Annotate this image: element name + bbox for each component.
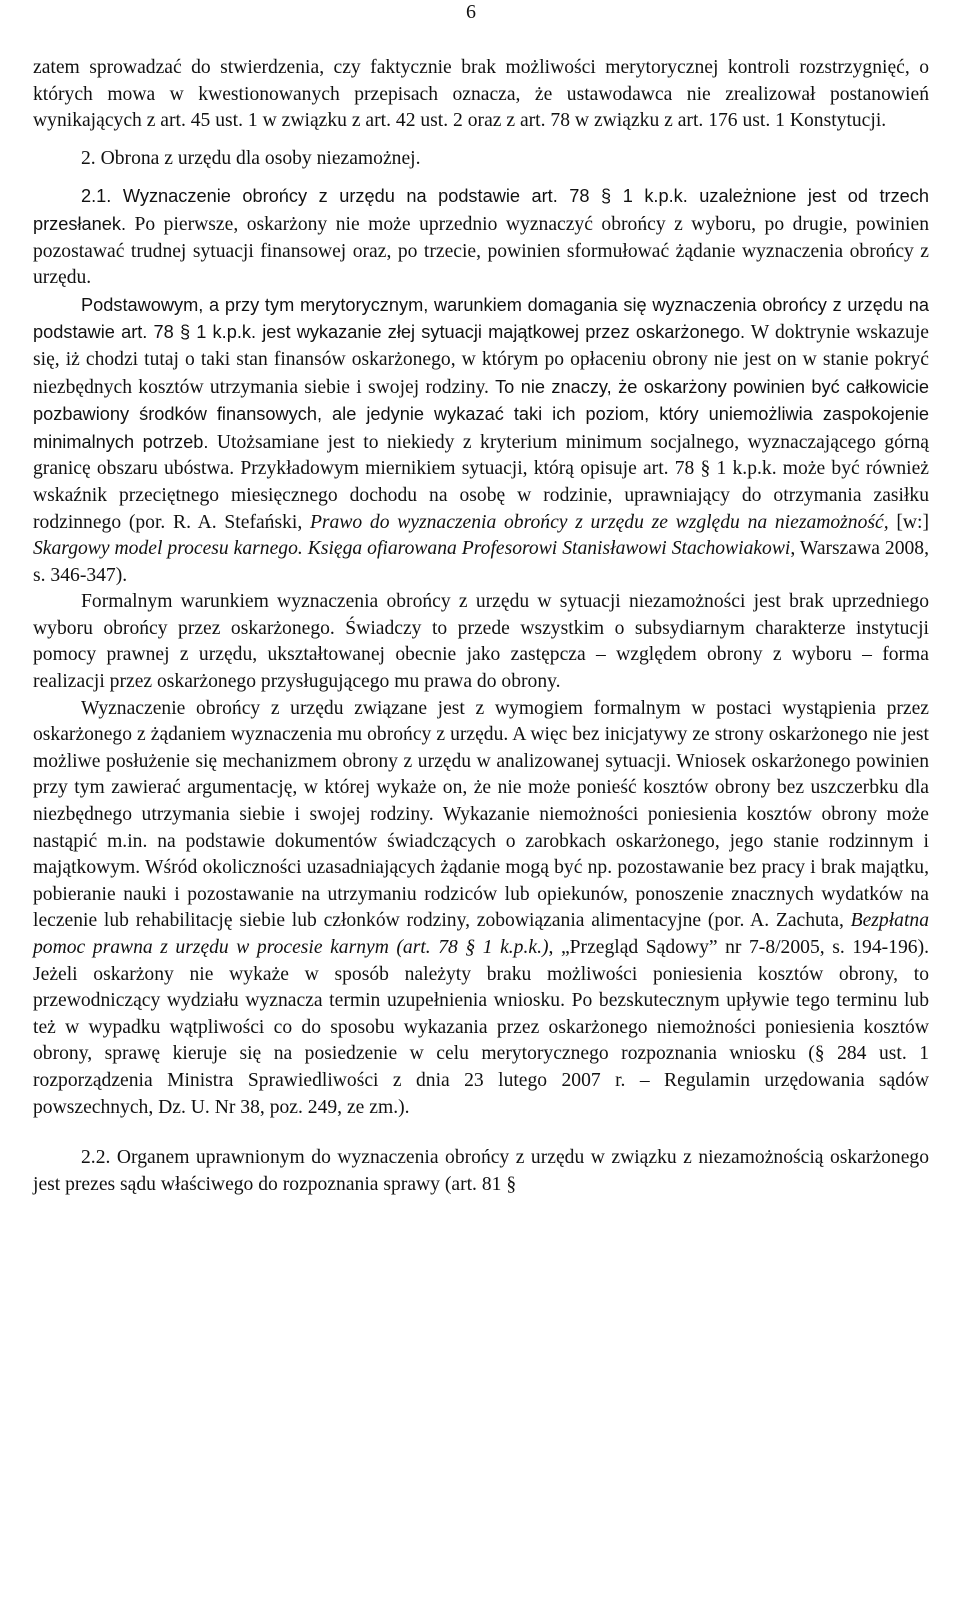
citation-book-title: Skargowy model procesu karnego. Księga ofiarowana Profesorowi Stanisławowi Stachowiakowi <box>33 538 791 560</box>
paragraph-2-2: 2.2. Organem uprawnionym do wyznaczenia obrońcy z urzędu w związku z niezamożnością oskarżonego jest prezes sądu właściwego do rozpoznania sprawy (art. 81 § <box>33 1147 929 1195</box>
paragraph-request-text-5: Wśród okoliczności uzasadniających żądanie mogą być np. pozostawanie bez pracy i brak majątku, pobieranie nauki i pozostawanie na utrzymaniu rodziców lub opiekunów, ponoszenie znacznych wydatków na leczenie lub rehabilitację siebie lub członków rodziny, zobowiązania alimentacyjne (por. A. Zachuta, <box>33 857 929 932</box>
citation-in: [w:] <box>888 511 929 533</box>
paragraph-financial-condition-text-3: Utożsamiane jest to niekiedy z kryterium minimum socjalnego, wyznaczającego górną granicę obszaru ubóstwa. Przykładowym miernikiem sytuacji, którą opisuje art. 78 § 1 k.p.k. może być również wskaźnik przeciętnego miesięcznego dochodu na osobę w rodzinie, uprawniający do otrzymania zasiłku rodzinnego (por. R. A. Stefański, <box>33 431 929 533</box>
paragraph-financial-condition-text-1: W doktrynie wskazuje się, iż chodzi tutaj o taki stan finansów oskarżonego, w którym po opłaceniu obrony nie jest on w stanie pokryć niezbędnych kosztów utrzymania siebie i swojej rodziny. <box>33 322 929 398</box>
paragraph-request <box>33 696 929 1122</box>
citation-place-year: , Warszawa 2008, s. 346-347). <box>33 538 929 586</box>
paragraph-financial-condition-lead: Podstawowym, a przy tym merytorycznym, warunkiem domagania się wyznaczenia obrońcy z urzędu na podstawie art. 78 § 1 k.p.k. jest wykazanie złej sytuacji majątkowej przez oskarżonego. <box>33 294 929 343</box>
paragraph-2-1 <box>33 183 929 291</box>
subsection-heading-2-1: 2.1. Wyznaczenie obrońcy z urzędu na podstawie art. 78 § 1 k.p.k. uzależnione jest od trzech przesłanek. <box>33 186 929 234</box>
paragraph-intro <box>33 55 929 135</box>
paragraph-request-text-2: A więc bez inicjatywy ze strony oskarżonego nie jest możliwe posłużenie się mechanizmem obrony z urzędu w analizowanej sytuacji. <box>33 724 929 772</box>
citation-title-stefanski: Prawo do wyznaczenia obrońcy z urzędu ze względu na niezamożność, <box>309 511 889 533</box>
section-heading-2: 2. Obrona z urzędu dla osoby niezamożnej. <box>81 147 421 169</box>
paragraph-financial-condition <box>33 292 929 590</box>
paragraph-request-text-1: Wyznaczenie obrońcy z urzędu związane jest z wymogiem formalnym w postaci wystąpienia przez oskarżonego z żądaniem wyznaczenia mu obrońcy z urzędu. <box>33 697 929 746</box>
citation-journal: , „Przegląd Sądowy” nr 7-8/2005, s. 194-196). <box>548 937 929 958</box>
paragraph-financial-condition-text-2: To nie znaczy, że oskarżony powinien być całkowicie pozbawiony środków finansowych, ale jedynie wykazać taki ich poziom, który uniemożliwia zaspokojenie minimalnych potrzeb. <box>33 376 930 452</box>
paragraph-2-1-text: Po pierwsze, oskarżony nie może uprzednio wyznaczyć obrońcy z wyboru, po drugie, powinien pozostawać trudnej sytuacji finansowej oraz, po trzecie, powinien sformułować żądanie wyznaczenia obrońcy z urzędu. <box>33 213 929 289</box>
citation-title-zachuta: Bezpłatna pomoc prawna z urzędu w procesie karnym (art. 78 § 1 k.p.k.) <box>33 910 929 958</box>
page-number: 6 <box>466 1 476 23</box>
paragraph-request-text-4: Wykazanie niemożności poniesienia kosztów obrony może nastąpić m.in. na podstawie dokumentów świadczących o zarobkach oskarżonego, jego stanie rodzinnym i majątkowym. <box>33 804 929 879</box>
paragraph-request-text-3: Wniosek oskarżonego powinien przy tym zawierać argumentację, w której wykaże on, że nie może ponieść kosztów obrony bez uszczerbku dla niezbędnego utrzymania siebie i swojej rodziny. <box>33 750 930 826</box>
paragraph-request-text-7: Po bezskutecznym upływie tego terminu lub też w wypadku wątpliwości co do sposobu wykazania przez oskarżonego niemożności poniesienia kosztów obrony, sprawę kieruje się na posiedzenie w celu merytorycznego rozpoznania wniosku (§ 284 ust. 1 rozporządzenia Ministra Sprawiedliwości z dnia 23 lutego 2007 r. – Regulamin urzędowania sądów powszechnych, Dz. U. Nr 38, poz. 249, ze zm.). <box>33 990 929 1118</box>
paragraph-intro-text: zatem sprowadzać do stwierdzenia, czy faktycznie brak możliwości merytorycznej kontroli rozstrzygnięć, o których mowa w kwestionowanych przepisach oznacza, że ustawodawca nie zrealizował postanowień wynikających z art. 45 ust. 1 w związku z art. 42 ust. 2 oraz z art. 78 w związku z art. 176 ust. 1 Konstytucji. <box>33 57 929 132</box>
paragraph-request-text-6: Jeżeli oskarżony nie wykaże w sposób należyty braku możliwości poniesienia kosztów obrony, to przewodniczący wydziału wyznacza termin uzupełnienia wniosku. <box>33 963 929 1012</box>
paragraph-formal-condition: Formalnym warunkiem wyznaczenia obrońcy z urzędu w sytuacji niezamożności jest brak uprzedniego wyboru obrońcy przez oskarżonego. Świadczy to przede wszystkim o subsydiarnym charakterze instytucji pomocy prawnej z urzędu, ukształtowanej obecnie jako zastępcza – względem obrony z wyboru – forma realizacji przez oskarżonego przysługującego mu prawa do obrony. <box>33 591 929 693</box>
